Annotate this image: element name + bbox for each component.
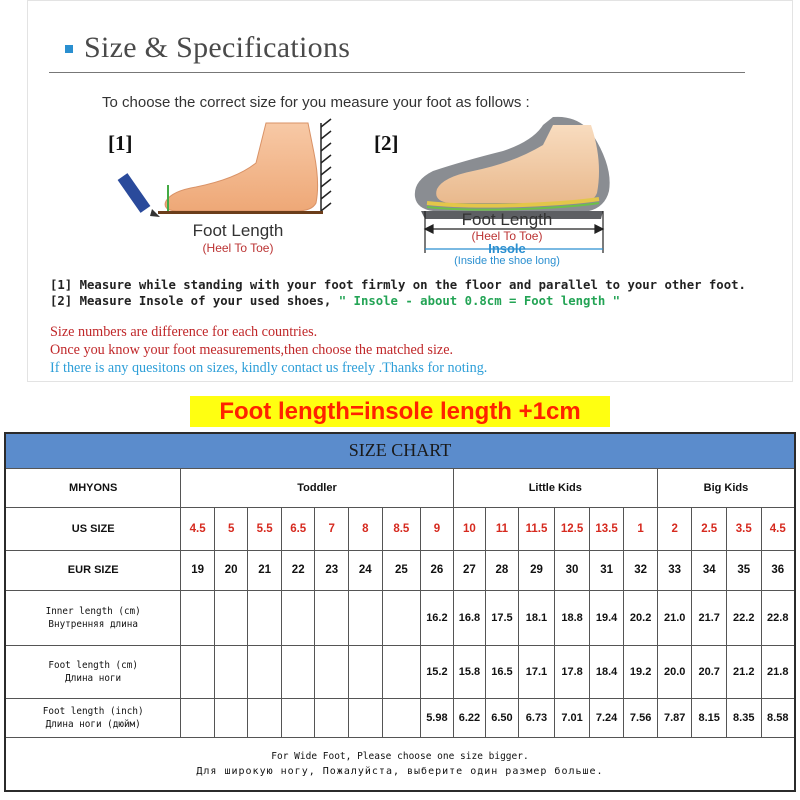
eur-size-cell: 19 <box>181 550 215 590</box>
foot-length-cm-cell <box>281 645 315 698</box>
inner-length-cell: 22.2 <box>726 591 761 645</box>
table-row <box>5 508 795 551</box>
eur-size-cell: 28 <box>486 550 519 590</box>
table-row <box>5 698 795 737</box>
foot-length-cm-cell <box>214 645 248 698</box>
foot-length-inch-cell <box>181 698 215 737</box>
us-size-cell: 8 <box>349 508 383 551</box>
foot-length-cm-cell <box>315 645 349 698</box>
inner-length-cell: 18.8 <box>555 591 590 645</box>
foot-length-inch-cell: 6.73 <box>518 698 555 737</box>
size-warning-2: Once you know your foot measurements,then choose the matched size. <box>50 342 454 358</box>
eur-size-cell: 20 <box>214 550 248 590</box>
foot-length-cm-cell <box>382 645 421 698</box>
us-size-label: US SIZE <box>5 508 181 551</box>
us-size-cell: 11 <box>486 508 519 551</box>
wide-foot-note-en: For Wide Foot, Please choose one size bigger. <box>271 751 529 763</box>
note-step-2-text: [2] Measure Insole of your used shoes, <box>50 294 339 308</box>
table-row <box>5 468 795 507</box>
eur-size-cell: 27 <box>453 550 486 590</box>
table-row <box>5 433 795 468</box>
foot-length-label: Foot Length <box>192 221 284 240</box>
inner-length-cell <box>315 591 349 645</box>
eur-size-label: EUR SIZE <box>5 550 181 590</box>
foot-length-inch-cell: 5.98 <box>421 698 454 737</box>
foot-length-cm-cell <box>349 645 383 698</box>
eur-size-cell: 33 <box>657 550 692 590</box>
eur-size-cell: 29 <box>518 550 555 590</box>
foot-length-inch-cell: 7.24 <box>589 698 624 737</box>
foot-length-cm-cell: 19.2 <box>624 645 658 698</box>
foot-length-cm-cell <box>248 645 282 698</box>
insole-label: Insole <box>488 241 526 256</box>
inner-length-cell <box>281 591 315 645</box>
eur-size-cell: 35 <box>726 550 761 590</box>
page-title: Size & Specifications <box>84 31 351 64</box>
contact-note: If there is any quesitons on sizes, kindly contact us freely .Thanks for noting. <box>50 360 488 376</box>
us-size-cell: 12.5 <box>555 508 590 551</box>
foot-length-cm-cell <box>181 645 215 698</box>
table-row <box>5 550 795 590</box>
specifications-panel <box>27 0 793 382</box>
us-size-cell: 8.5 <box>382 508 421 551</box>
us-size-cell: 5.5 <box>248 508 282 551</box>
inner-length-label <box>5 591 181 645</box>
foot-length-inch-cell: 7.87 <box>657 698 692 737</box>
wall-icon <box>321 119 331 211</box>
us-size-cell: 9 <box>421 508 454 551</box>
foot-length-cm-cell: 17.1 <box>518 645 555 698</box>
eur-size-cell: 21 <box>248 550 282 590</box>
foot-length-cm-label <box>5 645 181 698</box>
us-size-cell: 7 <box>315 508 349 551</box>
eur-size-cell: 32 <box>624 550 658 590</box>
inner-length-cell <box>181 591 215 645</box>
us-size-cell: 10 <box>453 508 486 551</box>
inner-length-cell: 16.2 <box>421 591 454 645</box>
us-size-cell: 2.5 <box>692 508 727 551</box>
little-kids-header: Little Kids <box>453 468 657 507</box>
foot-length-cm-cell: 20.7 <box>692 645 727 698</box>
foot-length-cm-label-ru: Длина ноги <box>65 672 122 684</box>
eur-size-cell: 25 <box>382 550 421 590</box>
foot-length-inch-cell <box>214 698 248 737</box>
size-chart-title: SIZE CHART <box>5 433 795 468</box>
foot-length-inch-cell: 7.56 <box>624 698 658 737</box>
pencil-icon <box>118 173 160 217</box>
foot-length-inch-cell: 6.50 <box>486 698 519 737</box>
foot-length-cm-label-en: Foot length (cm) <box>48 659 138 671</box>
title-divider <box>49 72 745 73</box>
size-chart-table <box>4 432 796 792</box>
insole-formula-banner: Foot length=insole length +1cm <box>190 396 610 427</box>
us-size-cell: 5 <box>214 508 248 551</box>
wide-foot-note-ru: Для широкую ногу, Пожалуйста, выберите один размер больше. <box>196 766 604 778</box>
toddler-header: Toddler <box>181 468 453 507</box>
eur-size-cell: 23 <box>315 550 349 590</box>
foot-length-cm-cell: 21.2 <box>726 645 761 698</box>
eur-size-cell: 24 <box>349 550 383 590</box>
eur-size-cell: 36 <box>761 550 795 590</box>
inner-length-cell: 19.4 <box>589 591 624 645</box>
inner-length-cell: 21.7 <box>692 591 727 645</box>
eur-size-cell: 34 <box>692 550 727 590</box>
foot-length-inch-cell <box>382 698 421 737</box>
foot-length-inch-cell <box>315 698 349 737</box>
foot-length-inch-cell: 6.22 <box>453 698 486 737</box>
insole-formula: " Insole - about 0.8cm = Foot length " <box>338 294 621 308</box>
measure-instructions: To choose the correct size for you measure your foot as follows : <box>102 94 530 111</box>
step-2-tag: [2] <box>374 131 399 155</box>
inner-length-cell: 20.2 <box>624 591 658 645</box>
us-size-cell: 4.5 <box>181 508 215 551</box>
foot-length-inch-cell <box>248 698 282 737</box>
eur-size-cell: 31 <box>589 550 624 590</box>
foot-length-inch-cell: 8.35 <box>726 698 761 737</box>
us-size-cell: 2 <box>657 508 692 551</box>
table-row <box>5 645 795 698</box>
eur-size-cell: 22 <box>281 550 315 590</box>
foot-length-inch-label-en: Foot length (inch) <box>42 705 144 717</box>
foot-length-cm-cell: 17.8 <box>555 645 590 698</box>
inner-length-cell <box>248 591 282 645</box>
size-warning-1: Size numbers are difference for each countries. <box>50 324 318 340</box>
us-size-cell: 13.5 <box>589 508 624 551</box>
foot-length-label-2: Foot Length <box>461 210 553 229</box>
note-step-1: [1] Measure while standing with your foot firmly on the floor and parallel to your other foot. <box>50 278 746 292</box>
foot-length-inch-cell <box>349 698 383 737</box>
us-size-cell: 6.5 <box>281 508 315 551</box>
inner-length-cell: 17.5 <box>486 591 519 645</box>
foot-length-inch-cell: 7.01 <box>555 698 590 737</box>
wide-foot-note <box>5 738 795 791</box>
inner-length-cell: 22.8 <box>761 591 795 645</box>
brand-cell: MHYONS <box>5 468 181 507</box>
heel-to-toe-label: (Heel To Toe) <box>202 241 274 255</box>
foot-length-inch-label-ru: Длина ноги (дюйм) <box>45 718 141 730</box>
foot-length-cm-cell: 15.8 <box>453 645 486 698</box>
step-1-tag: [1] <box>108 131 133 155</box>
eur-size-cell: 30 <box>555 550 590 590</box>
inner-length-cell <box>349 591 383 645</box>
foot-length-cm-cell: 15.2 <box>421 645 454 698</box>
inner-length-cell: 16.8 <box>453 591 486 645</box>
foot-length-cm-cell: 18.4 <box>589 645 624 698</box>
inner-length-cell <box>214 591 248 645</box>
us-size-cell: 11.5 <box>518 508 555 551</box>
insole-sublabel: (Inside the shoe long) <box>454 255 560 267</box>
us-size-cell: 3.5 <box>726 508 761 551</box>
foot-length-inch-cell: 8.58 <box>761 698 795 737</box>
us-size-cell: 1 <box>624 508 658 551</box>
foot-length-cm-cell: 16.5 <box>486 645 519 698</box>
foot-icon <box>165 123 317 211</box>
eur-size-cell: 26 <box>421 550 454 590</box>
foot-length-inch-cell: 8.15 <box>692 698 727 737</box>
note-step-2 <box>50 294 620 308</box>
inner-length-cell: 18.1 <box>518 591 555 645</box>
foot-length-inch-label <box>5 698 181 737</box>
table-row <box>5 591 795 645</box>
inner-length-label-ru: Внутренняя длина <box>48 618 138 630</box>
title-bullet <box>65 45 73 53</box>
inner-length-cell <box>382 591 421 645</box>
table-row <box>5 738 795 791</box>
heel-to-toe-label-2: (Heel To Toe) <box>471 229 543 243</box>
us-size-cell: 4.5 <box>761 508 795 551</box>
big-kids-header: Big Kids <box>657 468 795 507</box>
inner-length-label-en: Inner length (cm) <box>45 605 141 617</box>
foot-length-cm-cell: 21.8 <box>761 645 795 698</box>
inner-length-cell: 21.0 <box>657 591 692 645</box>
foot-length-cm-cell: 20.0 <box>657 645 692 698</box>
foot-length-inch-cell <box>281 698 315 737</box>
